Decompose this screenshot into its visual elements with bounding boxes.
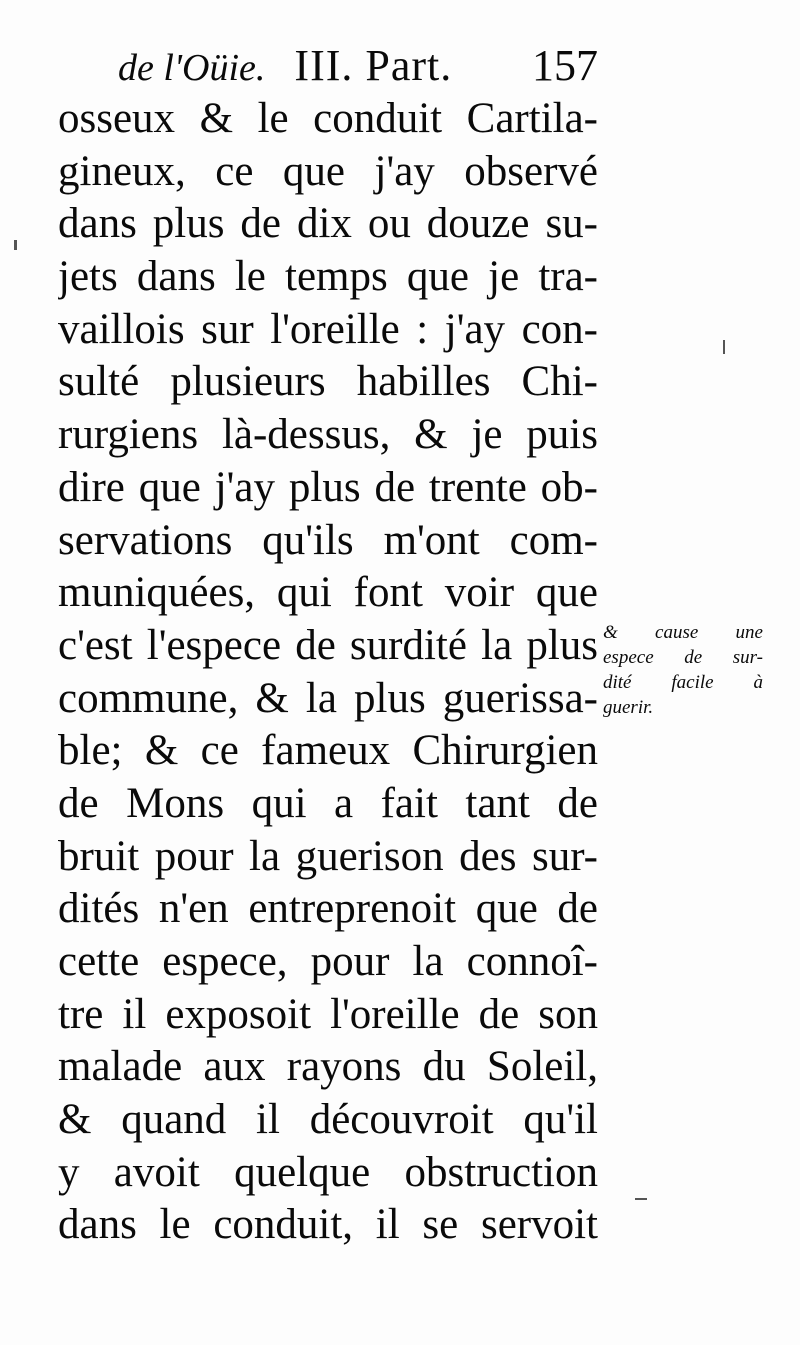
text-line: sulté plusieurs habilles Chi- [58,358,598,406]
text-line: malade aux rayons du Soleil, [58,1043,598,1091]
text-line: gineux, ce que j'ay observé [58,147,598,195]
text-line: jets dans le temps que je tra- [58,253,598,301]
text-line: cette espece, pour la connoî- [58,938,598,985]
text-line: dans plus de dix ou douze su- [58,200,598,248]
ink-speck [635,1198,647,1200]
text-line: commune, & la plus guerissa- [58,674,598,722]
margin-note-line: & cause une [603,622,763,643]
body-text [58,93,598,1252]
ink-speck [723,340,725,354]
text-line: ble; & ce fameux Chirurgien [58,727,598,775]
text-line: servations qu'ils m'ont com- [58,516,598,564]
text-line: bruit pour la guerison des sur- [58,832,598,880]
running-head-title: de l'Oüie. [118,47,266,89]
margin-note [603,620,763,720]
text-line: rurgiens là-dessus, & je puis [58,411,598,459]
margin-note-line: dité facile à [603,672,763,693]
text-line: muniquées, qui font voir que [58,569,598,617]
text-line: & quand il découvroit qu'il [58,1096,598,1144]
ink-speck [14,240,17,250]
text-line: osseux & le conduit Cartila- [58,95,598,142]
running-head [118,36,598,96]
text-line: dire que j'ay plus de trente ob- [58,463,598,511]
text-line: tre il exposoit l'oreille de son [58,990,598,1038]
margin-note-line: espece de sur- [603,647,763,668]
text-line: vaillois sur l'oreille : j'ay con- [58,305,598,353]
text-line: dités n'en entreprenoit que de [58,885,598,933]
running-head-part: III. Part. [294,41,453,90]
page-number: 157 [532,41,598,90]
text-line: y avoit quelque obstruction [58,1148,598,1196]
margin-note-line: guerir. [603,697,654,718]
text-line: de Mons qui a fait tant de [58,779,598,827]
text-line: dans le conduit, il se servoit [58,1201,598,1249]
text-line: c'est l'espece de surdité la plus [58,621,598,669]
